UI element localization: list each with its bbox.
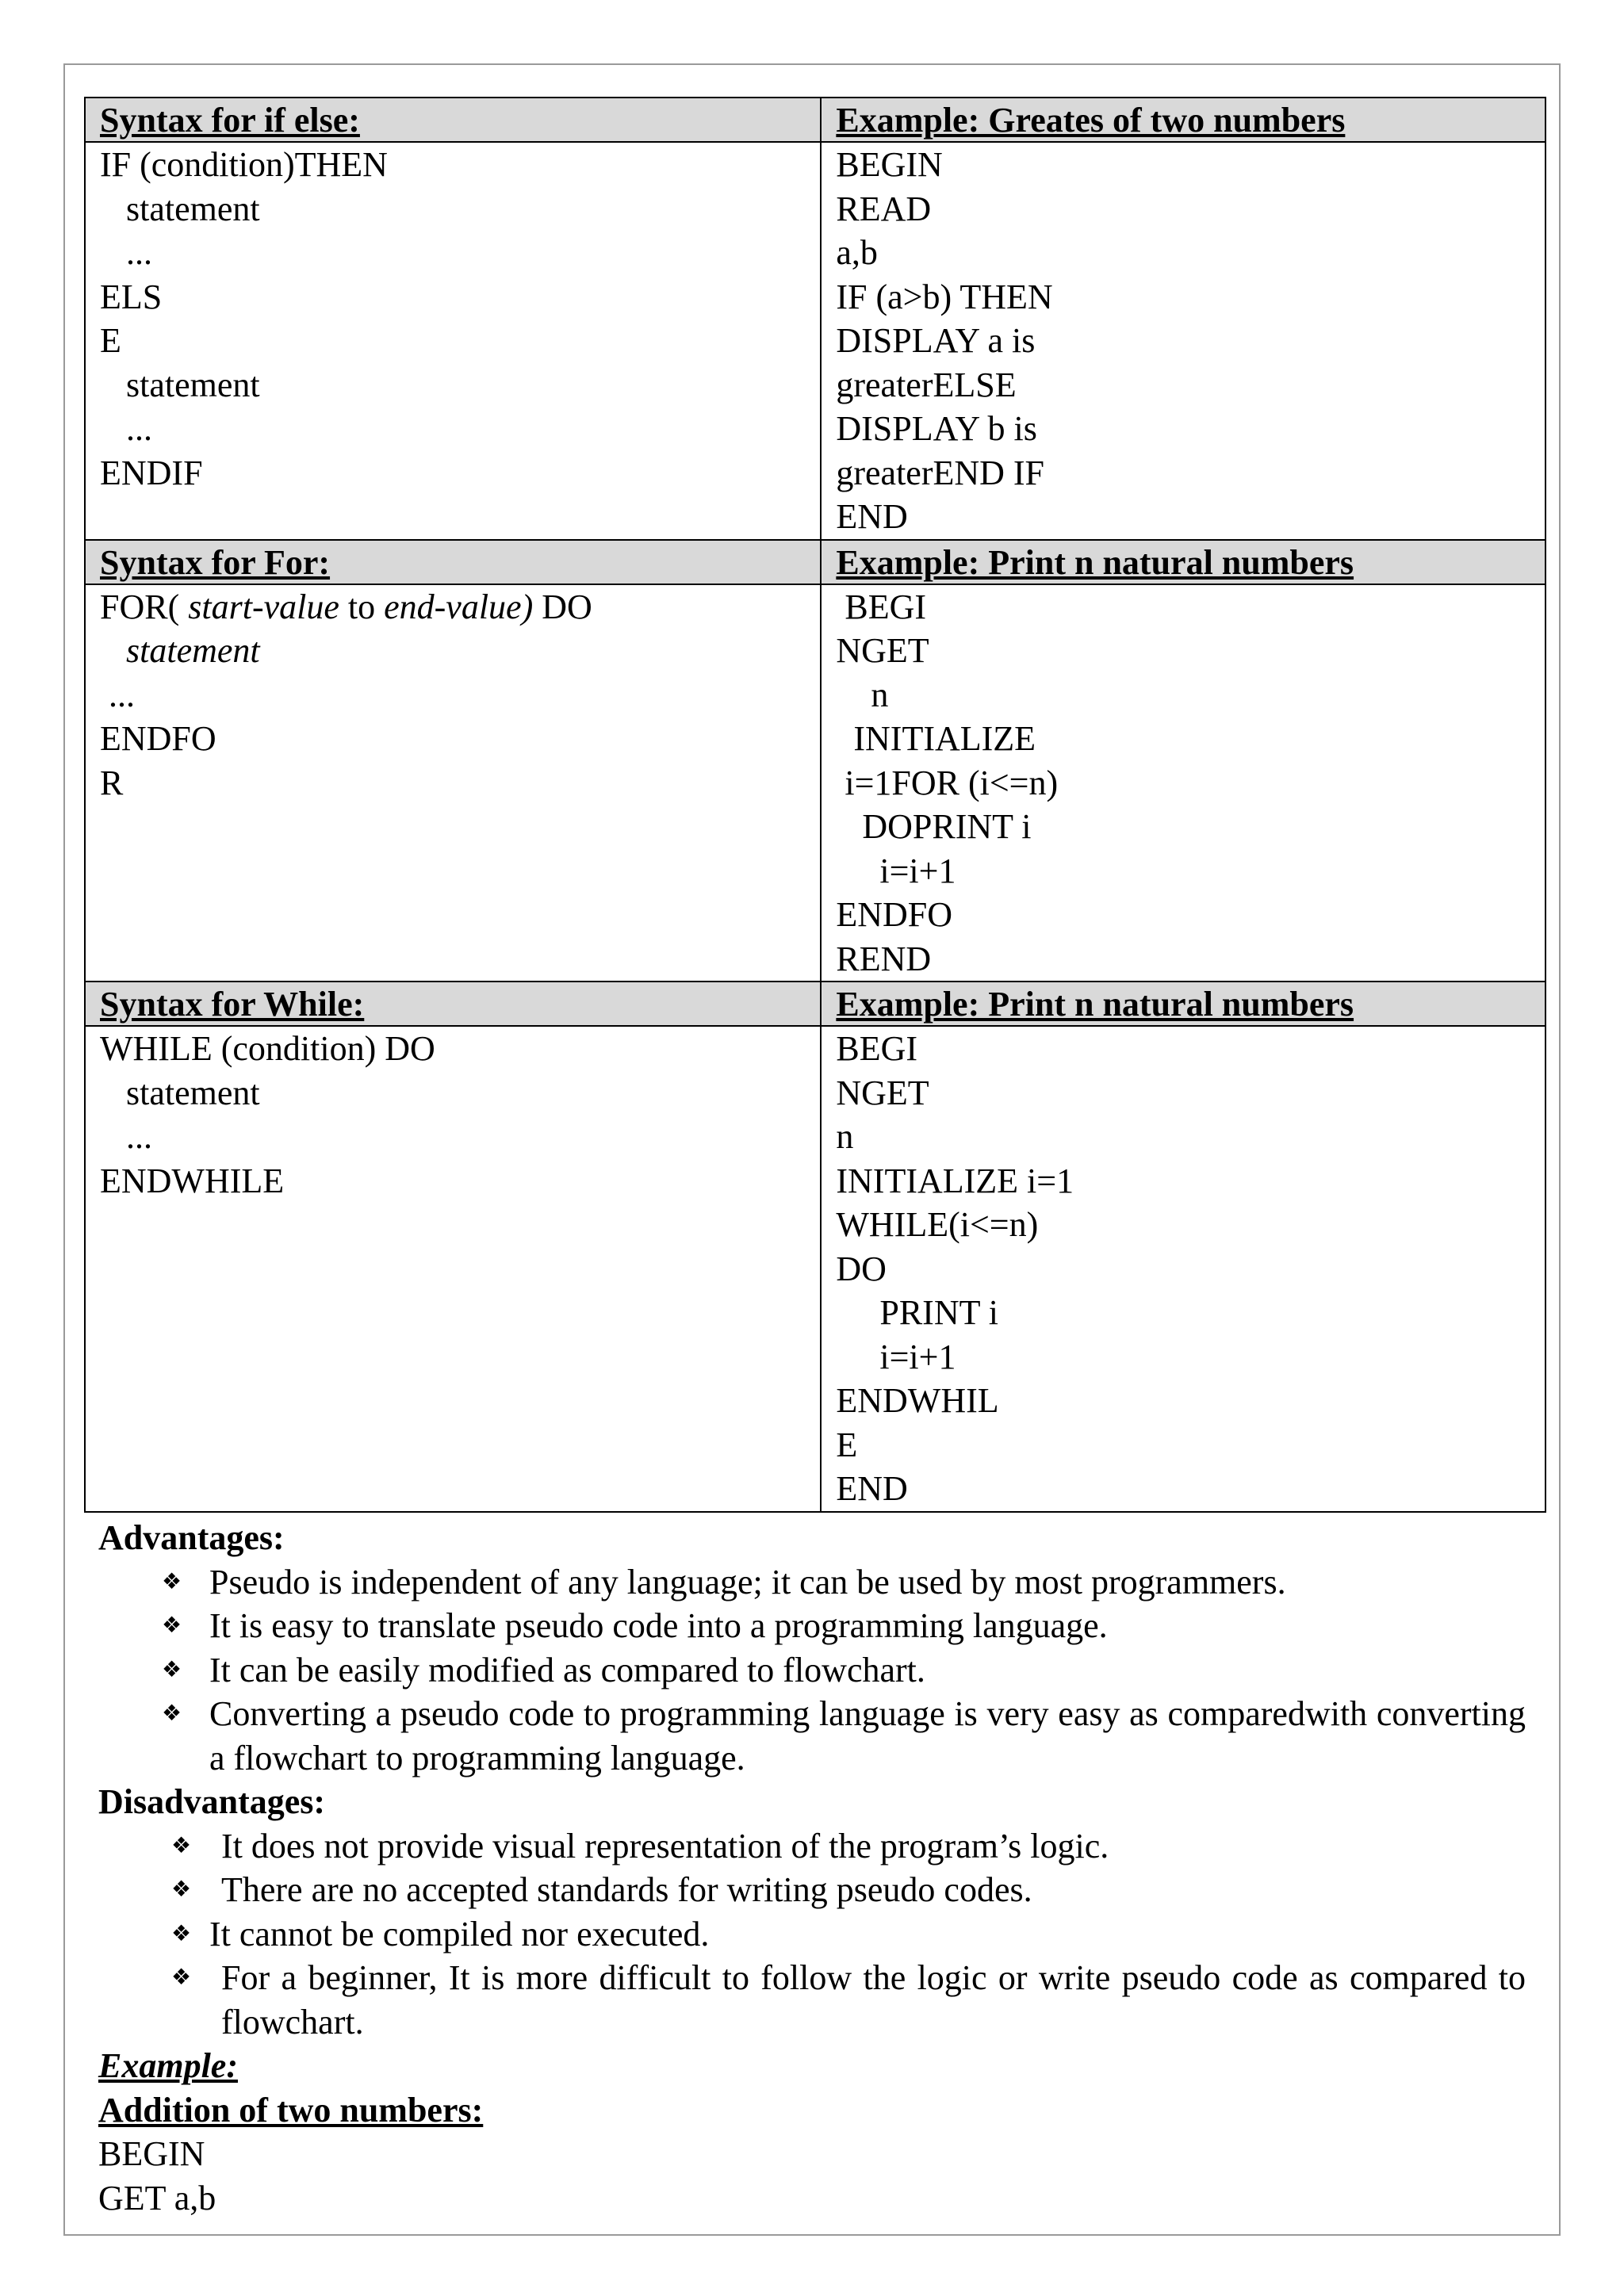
code-line: BEGIN [98,2134,205,2173]
table-row [85,584,1545,982]
table-row [85,142,1545,540]
list-item-text: For a beginner, It is more difficult to follow the logic or write pseudo code as compared to flowchart. [221,1958,1526,2042]
code-line: DOPRINT i [836,807,1032,846]
list-item [98,1560,1526,1605]
code-line: i=i+1 [836,1337,956,1376]
diamond-bullet-icon: ❖ [171,1921,192,1946]
code-line: GET a,b [98,2178,216,2218]
diamond-bullet-icon: ❖ [171,1833,192,1858]
list-item-text: Pseudo is independent of any language; it can be used by most programmers. [209,1562,1286,1601]
code-line: n [836,1117,854,1156]
table-row [85,1026,1545,1512]
code-line: E [836,1425,858,1464]
table-header-row [85,982,1545,1026]
code-line: INITIALIZE i=1 [836,1161,1074,1200]
syntax-header-while: Syntax for While: [85,982,821,1026]
list-item [98,1604,1526,1648]
code-line: BEGI [836,587,927,626]
syntax-header-if-else: Syntax for if else: [85,98,821,142]
code-line: R [100,763,124,802]
code-line [100,629,806,673]
diamond-bullet-icon: ❖ [171,1965,192,1990]
code-line: n [836,675,889,714]
code-line [100,585,806,629]
list-item-text: It does not provide visual representation of the program’s logic. [221,1826,1109,1866]
code-line: DISPLAY b is [836,409,1037,448]
list-item-text: It cannot be compiled nor executed. [209,1914,710,1954]
code-line: ENDFO [836,895,953,934]
code-line: ... [100,409,152,448]
code-line: statement [100,189,260,228]
code-line: IF (condition)THEN [100,145,388,184]
code-line: ... [100,1117,152,1156]
disadvantages-list [98,1824,1526,2045]
table-header-row [85,540,1545,584]
code-line: ENDIF [100,453,203,492]
code-line: DISPLAY a is [836,321,1036,360]
table-header-row [85,98,1545,142]
example-cell-greatest [821,142,1545,540]
body-text [98,1516,1526,2220]
code-line: i=1FOR (i<=n) [836,763,1059,802]
code-line: BEGI [836,1029,918,1068]
syntax-examples-table [84,97,1546,1513]
list-item [98,1692,1526,1780]
advantages-heading: Advantages: [98,1518,285,1557]
code-fragment-italic: end-value) [384,587,534,626]
example-header-greatest: Example: Greates of two numbers [821,98,1545,142]
example-header-for: Example: Print n natural numbers [821,540,1545,584]
list-item-text: It can be easily modified as compared to flowchart. [209,1650,925,1689]
code-line: E [100,321,121,360]
code-line: REND [836,939,932,978]
list-item [98,1648,1526,1693]
diamond-bullet-icon: ❖ [162,1569,182,1594]
code-line: END [836,1469,908,1508]
code-line: statement [100,365,260,404]
code-line: IF (a>b) THEN [836,277,1053,316]
example-header-while: Example: Print n natural numbers [821,982,1545,1026]
list-item-text: There are no accepted standards for writing pseudo codes. [221,1870,1032,1909]
list-item [98,1912,1526,1957]
code-line: ENDWHIL [836,1381,999,1420]
example-cell-while [821,1026,1545,1512]
code-fragment: FOR( [100,587,189,626]
code-line: ENDFO [100,719,216,758]
code-line: ELS [100,277,163,316]
code-line: i=i+1 [836,851,956,890]
disadvantages-heading: Disadvantages: [98,1782,326,1821]
code-line: INITIALIZE [836,719,1036,758]
code-line: WHILE (condition) DO [100,1029,435,1068]
diamond-bullet-icon: ❖ [171,1877,192,1902]
code-fragment: DO [533,587,592,626]
code-line: ... [100,675,135,714]
code-line: ... [100,233,152,272]
syntax-header-for: Syntax for For: [85,540,821,584]
code-line: NGET [836,1073,929,1112]
code-line: READ [836,189,932,228]
diamond-bullet-icon: ❖ [162,1613,182,1638]
example-subheading: Addition of two numbers: [98,2090,484,2130]
code-line: greaterEND IF [836,453,1045,492]
diamond-bullet-icon: ❖ [162,1657,182,1682]
code-line: DO [836,1249,887,1288]
syntax-cell-for [85,584,821,982]
list-item [98,1824,1526,1869]
code-line: greaterELSE [836,365,1017,404]
code-fragment-italic: statement [100,631,260,670]
code-line: BEGIN [836,145,943,184]
code-line: PRINT i [836,1293,998,1332]
list-item-text: Converting a pseudo code to programming language is very easy as comparedwith converting a flowchart to programming language. [209,1694,1526,1777]
list-item-text: It is easy to translate pseudo code into a programming language. [209,1606,1108,1645]
code-line: END [836,497,908,536]
code-line: ENDWHILE [100,1161,285,1200]
example-heading: Example: [98,2046,238,2085]
diamond-bullet-icon: ❖ [162,1701,182,1726]
list-item [98,1868,1526,1912]
code-line: NGET [836,631,929,670]
code-line: statement [100,1073,260,1112]
syntax-cell-if-else [85,142,821,540]
code-line: WHILE(i<=n) [836,1205,1039,1244]
advantages-list [98,1560,1526,1781]
example-cell-for [821,584,1545,982]
code-line: a,b [836,233,878,272]
syntax-cell-while [85,1026,821,1512]
list-item [98,1956,1526,2044]
code-fragment: to [339,587,385,626]
code-fragment-italic: start-value [188,587,339,626]
